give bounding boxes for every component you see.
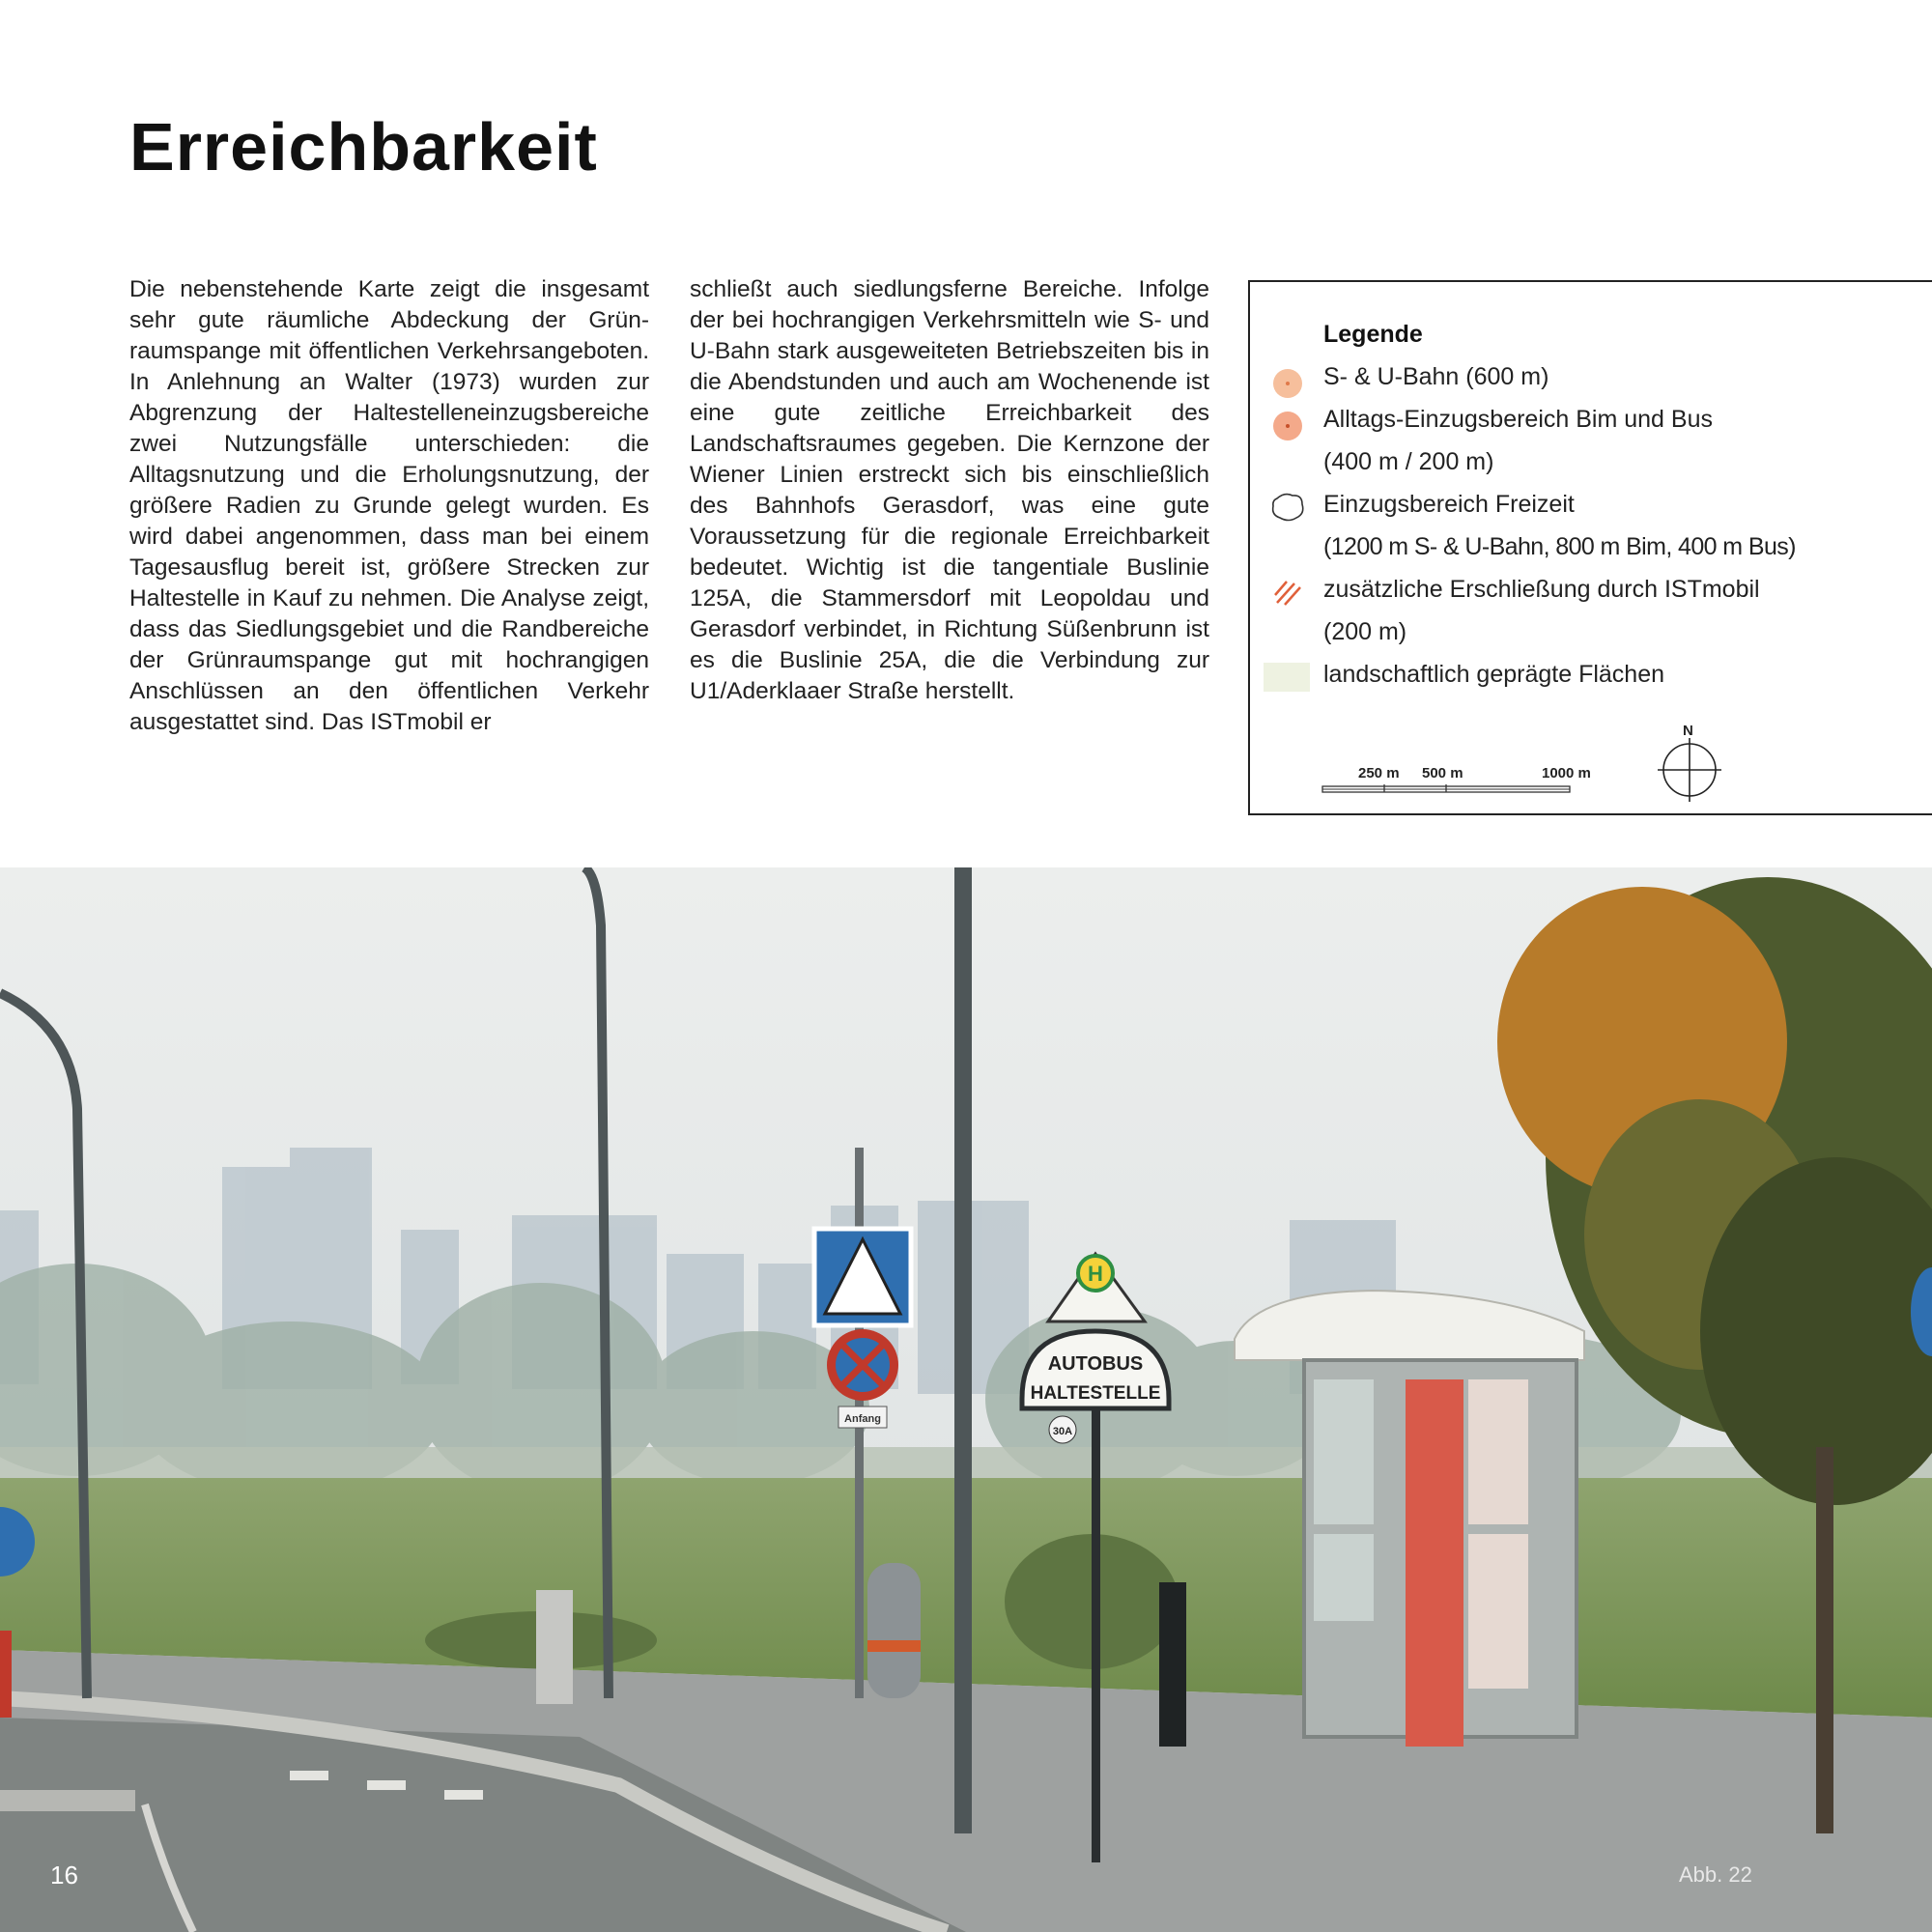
north-label: N <box>1683 723 1693 739</box>
figure-reference: Abb. 22 <box>1679 1862 1752 1887</box>
blob-outline-icon <box>1269 491 1306 524</box>
legend-item-freizeit: Einzugsbereich Freizeit <box>1323 491 1575 518</box>
legend-item-istmobil: zusätzliche Erschließung durch ISTmobil <box>1323 576 1760 603</box>
utility-pole <box>954 867 972 1833</box>
legend-item-s-u-bahn: S- & U-Bahn (600 m) <box>1323 363 1549 390</box>
bus-stop-photo <box>0 867 1932 1932</box>
legend-title: Legende <box>1323 321 1423 348</box>
legend-item-freizeit-radius: (1200 m S- & U-Bahn, 800 m Bim, 400 m Bus) <box>1323 533 1796 560</box>
scale-label-250: 250 m <box>1358 765 1400 781</box>
bus-line-sign: 30A <box>1052 1426 1073 1437</box>
anfang-sign: Anfang <box>844 1413 881 1425</box>
page-title: Erreichbarkeit <box>129 109 598 185</box>
body-text-column-2: schließt auch siedlungsferne Bereiche. Infolge der bei hochrangigen Verkehrsmitteln wie S- und U-Bahn stark ausgeweiteten Betriebszeiten bis in die Abendstunden und auch am Wochenende ist eine gute zeitliche Erreichbarkeit des Landschaftsraumes gegeben. Die Kernzone der Wiener Linien erstreckt sich bis einschließlich des Bahnhofs Gerasdorf, was eine gute Voraussetzung für die regionale Erreichbarkeit bedeutet. Wichtig ist die tangentiale Buslinie 125A, die Stammersdorf mit Leopoldau und Gerasdorf verbindet, in Richtung Süßenbrunn ist es die Buslinie 25A, die die Verbindung zur U1/Aderklaaer Straße herstellt. <box>690 276 1209 704</box>
scale-label-1000: 1000 m <box>1542 765 1591 781</box>
hatch-red-icon <box>1271 576 1304 609</box>
waste-bin <box>867 1563 921 1698</box>
scale-label-500: 500 m <box>1422 765 1463 781</box>
scale-bar <box>1321 782 1575 798</box>
hydrant <box>1159 1582 1186 1747</box>
circle-light-orange-icon <box>1271 367 1304 400</box>
page-number: 16 <box>50 1861 78 1889</box>
legend-item-alltag: Alltags-Einzugsbereich Bim und Bus <box>1323 406 1713 433</box>
legend-item-istmobil-radius: (200 m) <box>1323 618 1407 645</box>
green-area-swatch <box>1264 663 1310 692</box>
haltestelle-text: HALTESTELLE <box>1030 1383 1161 1404</box>
autobus-text: AUTOBUS <box>1047 1353 1144 1375</box>
bollard <box>536 1590 573 1704</box>
body-text-column-1: Die nebenstehende Karte zeigt die insgesamt sehr gute räumliche Abdeckung der Grünraumspange mit öffentlichen Verkehrsangeboten. In Anlehnung an Walter (1973) wurden zur Abgrenzung der Haltestelleneinzugsbereiche zwei Nutzungsfälle unterschieden: die Alltagsnutzung und die Erholungsnutzung, der größere Radien zu Grunde gelegt wurden. Es wird dabei angenommen, dass man bei einem Tagesausflug bereit ist, größere Strecken zur Haltestelle in Kauf zu nehmen. Die Analyse zeigt, dass das Siedlungsgebiet und die Randbereiche der Grünraumspange gut mit hochrangigen Anschlüssen an den öffentlichen Verkehr ausgestattet sind. Das ISTmobil er <box>129 276 649 735</box>
h-sign: H <box>1088 1262 1103 1286</box>
legend-item-landschaft: landschaftlich geprägte Flächen <box>1323 661 1665 688</box>
map-legend <box>1248 280 1932 815</box>
circle-orange-icon <box>1271 410 1304 442</box>
advertising-poster <box>1406 1379 1463 1747</box>
legend-item-alltag-radius: (400 m / 200 m) <box>1323 448 1494 475</box>
north-arrow-icon <box>1658 738 1721 802</box>
